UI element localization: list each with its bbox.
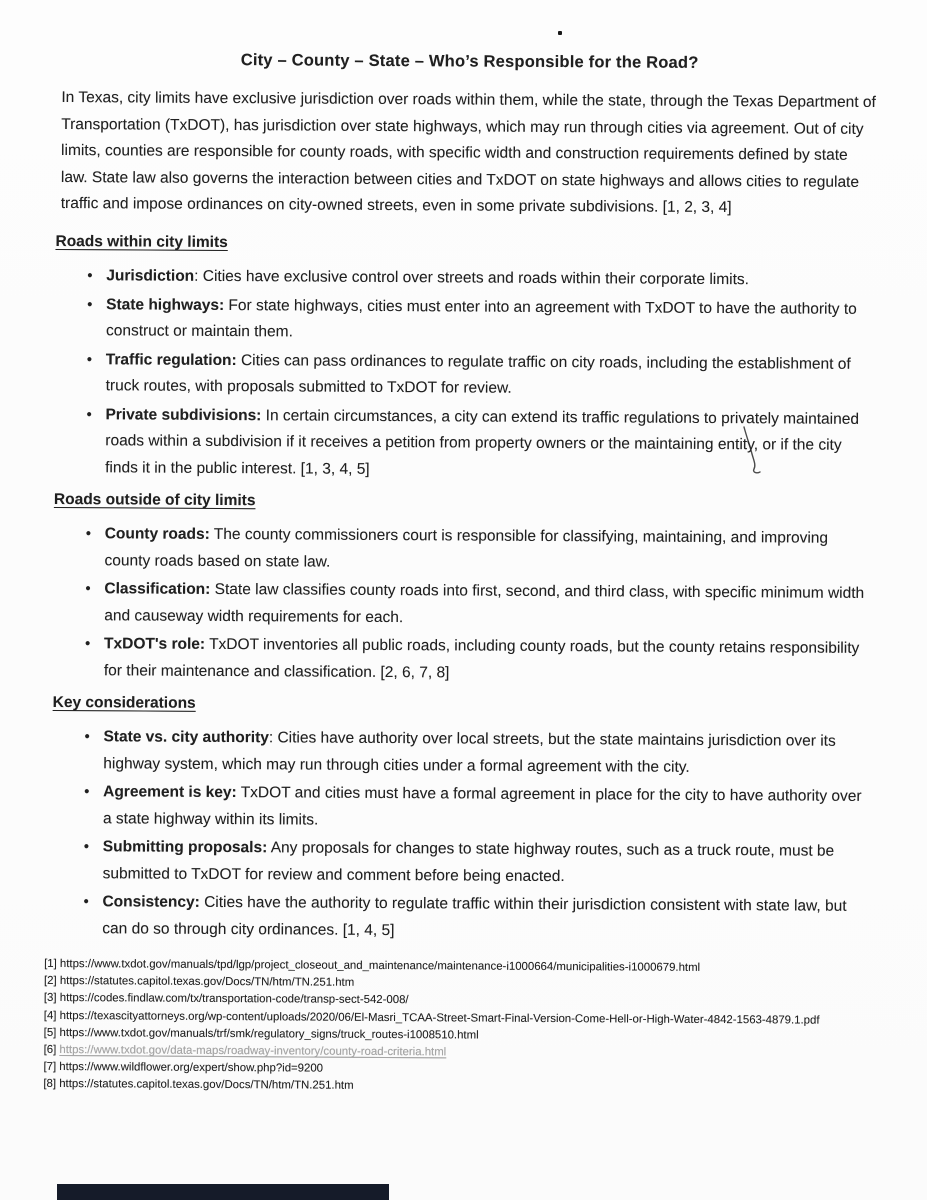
bullet-lead: TxDOT's role: (104, 635, 206, 653)
bullet-submitting-proposals (103, 834, 873, 892)
footnote-url: https://www.txdot.gov/manuals/tpd/lgp/project_closeout_and_maintenance/maintenance-i1000664/municipalities-i1000679.html (59, 958, 701, 974)
bullet-lead: State vs. city authority (103, 728, 269, 747)
footnote-url: https://www.wildflower.org/expert/show.php?id=9200 (59, 1061, 324, 1075)
footnote-id: [1] (44, 957, 57, 970)
footnote-id: [7] (43, 1061, 57, 1074)
footnotes-list (43, 956, 872, 1099)
bullet-text: For state highways, cities must enter into an agreement with TxDOT to have the authority to construct or maintain them. (105, 296, 857, 341)
section-heading-roads-outside-city-limits: Roads outside of city limits (53, 490, 256, 510)
footnote-url: https://statutes.capitol.texas.gov/Docs/TN/htm/TN.251.htm (59, 975, 355, 990)
bullet-text: Cities have the authority to regulate traffic within their jurisdiction consistent with state law, but can do so through city ordinances. [1, 4, 5] (102, 893, 847, 939)
bullet-text: : Cities have exclusive control over streets and roads within their corporate limits. (194, 267, 750, 289)
bullet-private-subdivisions (105, 402, 875, 486)
bullet-text: : Cities have authority over local streets, but the state maintains jurisdiction over its highway system, which may run through cities under a formal agreement with the city. (103, 729, 836, 776)
footnote-url: https://codes.findlaw.com/tx/transportation-code/transp-sect-542-008/ (59, 992, 409, 1007)
footnote-url: https://statutes.capitol.texas.gov/Docs/TN/htm/TN.251.htm (59, 1078, 354, 1093)
bullet-text: Cities can pass ordinances to regulate traffic on city roads, including the establishment of truck routes, with proposals submitted to TxDOT for review. (105, 351, 851, 397)
bullet-lead: Classification: (104, 580, 211, 598)
footnote-id: [5] (43, 1026, 57, 1039)
intro-paragraph: In Texas, city limits have exclusive jurisdiction over roads within them, while the state, through the Texas Department of Transportation (TxDOT), has jurisdiction over state highways, which may run through cities via agreement. Out of city limits, counties are responsible for county roads, with specific width and construction requirements defined by state law. State law also governs the interaction between cities and TxDOT on state highways and allows cities to regulate traffic and impose ordinances on city-owned streets, even in some private subdivisions. [1, 2, 3, 4] (60, 88, 876, 217)
bullet-text: In certain circumstances, a city can extend its traffic regulations to privately maintained roads within a subdivision if it receives a petition from property owners or the maintaining entity, or if the city finds it in the public interest. [1, 3, 4, 5] (105, 406, 860, 478)
bullet-agreement-is-key (103, 779, 873, 837)
footnote-hyperlink[interactable]: https://www.txdot.gov/data-maps/roadway-inventory/county-road-criteria.html (59, 1044, 447, 1059)
bullet-state-vs-city-authority (103, 724, 873, 782)
bullet-list-roads-outside-city-limits (58, 521, 875, 689)
bullet-text: TxDOT and cities must have a formal agreement in place for the city to have authority over a state highway within its limits. (102, 784, 862, 829)
bullet-text: Any proposals for changes to state highway routes, such as a truck route, must be submitted to TxDOT for review and comment before being enacted. (102, 839, 835, 885)
bullet-text: The county commissioners court is responsible for classifying, maintaining, and improving county roads based on state law. (104, 525, 829, 571)
bullet-txdot-role (104, 631, 874, 689)
bullet-lead: County roads: (104, 525, 210, 543)
bullet-text: TxDOT inventories all public roads, including county roads, but the county retains responsibility for their maintenance and classification. [2, 6, 7, 8] (103, 635, 860, 681)
page-title: City – County – State – Who’s Responsible for the Road? (240, 51, 699, 72)
bullet-lead: State highways: (106, 295, 225, 314)
scan-speck-artifact (558, 31, 562, 35)
footnote-id: [2] (43, 975, 57, 988)
section-heading-key-considerations: Key considerations (52, 693, 196, 712)
footnote-id: [4] (43, 1009, 57, 1022)
bullet-traffic-regulation (106, 347, 876, 405)
bullet-state-highways (106, 292, 876, 350)
footnote-url: https://www.txdot.gov/manuals/trf/smk/regulatory_signs/truck_routes-i1008510.html (59, 1026, 479, 1042)
bullet-list-roads-within-city-limits (59, 263, 876, 486)
bullet-jurisdiction (106, 263, 876, 294)
bullet-county-roads (104, 521, 874, 579)
bullet-list-key-considerations (56, 724, 873, 947)
bullet-lead: Jurisdiction (106, 267, 195, 285)
bottom-scan-bar-artifact (57, 1184, 389, 1200)
footnote-id: [8] (43, 1078, 57, 1091)
bullet-lead: Submitting proposals: (102, 838, 268, 857)
document-content (43, 0, 878, 1099)
bullet-lead: Private subdivisions: (105, 405, 262, 424)
footnote-url: https://texascityattorneys.org/wp-content/uploads/2020/06/El-Masri_TCAA-Street-Smart-Final-Version-Come-Hell-or-High-Water-4842-1563-4879.1.pdf (59, 1009, 820, 1027)
bullet-lead: Traffic regulation: (105, 350, 237, 369)
bullet-lead: Consistency: (102, 893, 200, 911)
bullet-consistency (102, 889, 872, 947)
bullet-lead: Agreement is key: (103, 783, 237, 802)
bullet-classification (104, 576, 874, 634)
section-heading-roads-within-city-limits: Roads within city limits (55, 232, 228, 252)
footnote-id: [6] (43, 1043, 57, 1056)
footnote-8 (43, 1076, 871, 1098)
bullet-text: State law classifies county roads into first, second, and third class, with specific minimum width and causeway width requirements for each. (104, 580, 865, 626)
footnote-id: [3] (43, 992, 57, 1005)
